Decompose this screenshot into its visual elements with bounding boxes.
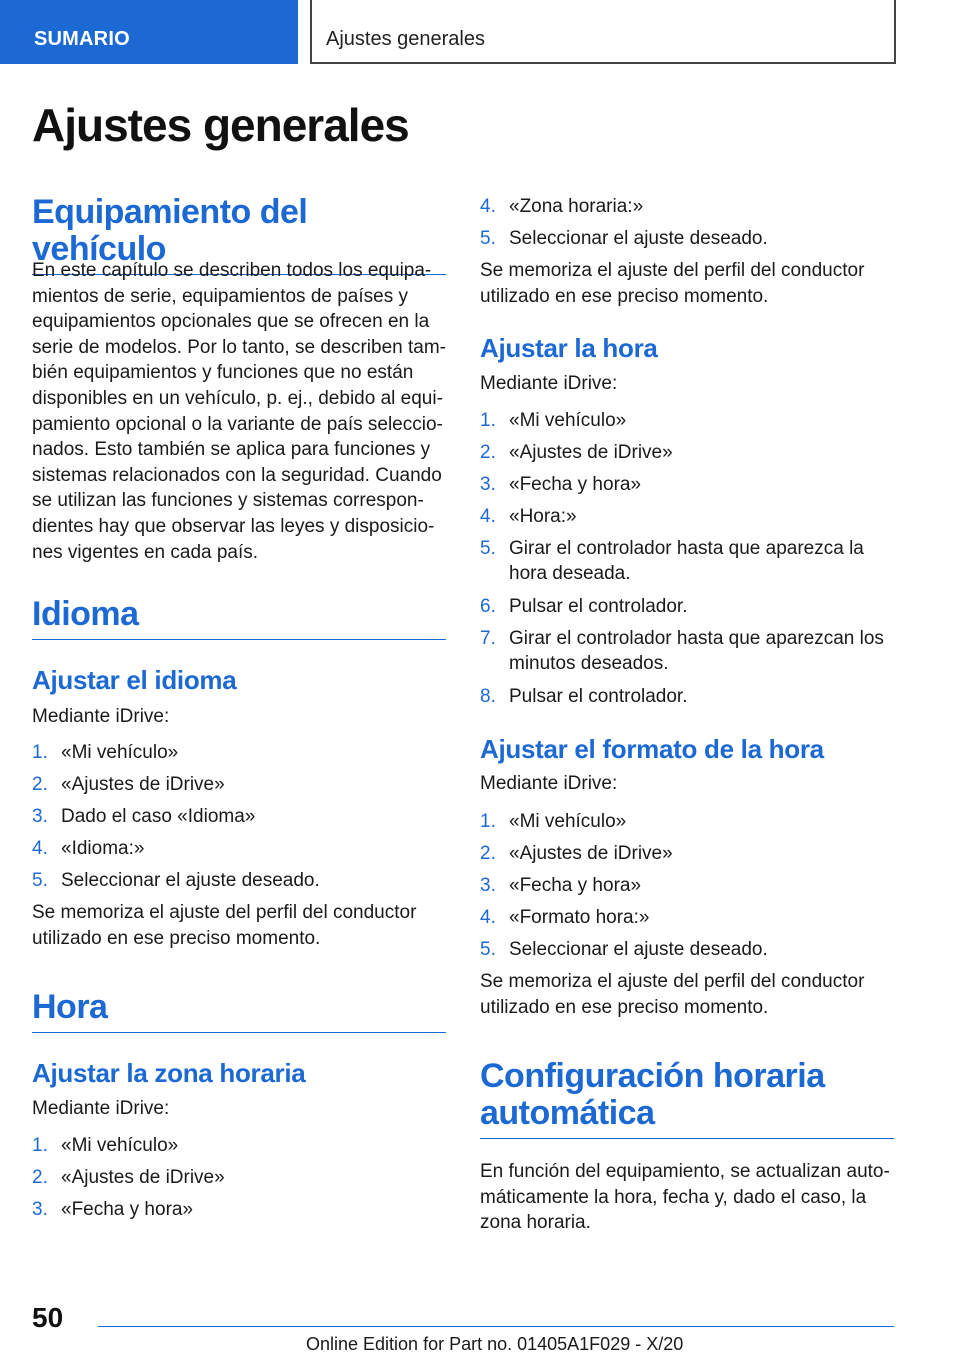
- equipamiento-paragraph: [32, 258, 446, 565]
- step-text: [509, 536, 894, 586]
- step-text: «Formato hora:»: [509, 907, 650, 928]
- paragraph-line: En función del equipamiento, se actualizan auto-: [480, 1161, 890, 1182]
- paragraph-line: Se memoriza el ajuste del perfil del conductor: [480, 260, 865, 281]
- paragraph-line: nes vigentes en cada país.: [32, 541, 259, 563]
- paragraph-line: máticamente la hora, fecha y, dado el caso, la: [480, 1186, 867, 1208]
- step-text: «Fecha y hora»: [509, 474, 642, 495]
- automatica-paragraph: [480, 1159, 894, 1236]
- step-text: «Idioma:»: [61, 838, 145, 859]
- footer-divider: [98, 1326, 894, 1327]
- step-number: 3.: [32, 806, 48, 827]
- subsection-title-ajustar-hora: Ajustar la hora: [480, 333, 658, 363]
- section-title-idioma: Idioma: [32, 596, 446, 640]
- step-number: 1.: [480, 811, 496, 832]
- footer-edition-text: Online Edition for Part no. 01405A1F029 - X/20: [306, 1334, 684, 1354]
- top-bar: [0, 0, 960, 66]
- current-section-tab[interactable]: Ajustes generales: [310, 0, 896, 64]
- step-number: 2.: [480, 843, 496, 864]
- step-number: 2.: [32, 1167, 48, 1188]
- step-number: 3.: [32, 1199, 48, 1220]
- title-line: Configuración horaria: [480, 1057, 825, 1095]
- step-text: «Hora:»: [509, 506, 577, 527]
- step-text: «Fecha y hora»: [509, 875, 642, 896]
- step-text-line: minutos deseados.: [509, 653, 669, 674]
- step-text: Seleccionar el ajuste deseado.: [509, 939, 768, 960]
- step-text: [509, 626, 894, 676]
- paragraph-line: utilizado en ese preciso momento.: [480, 285, 769, 307]
- step-number: 1.: [480, 410, 496, 431]
- paragraph-line: utilizado en ese preciso momento.: [32, 927, 321, 949]
- paragraph-line: nados. Esto también se aplica para funciones y: [32, 439, 431, 461]
- step-text: «Ajustes de iDrive»: [61, 774, 225, 795]
- formato-intro: Mediante iDrive:: [480, 773, 618, 794]
- step-text: Dado el caso «Idioma»: [61, 806, 256, 827]
- paragraph-line: bién equipamientos y funciones que no están: [32, 362, 414, 384]
- step-text: «Mi vehículo»: [61, 742, 179, 763]
- subsection-title-zona-horaria: Ajustar la zona horaria: [32, 1058, 306, 1088]
- step-number: 6.: [480, 596, 496, 617]
- subsection-title-ajustar-idioma: Ajustar el idioma: [32, 665, 237, 695]
- step-text: «Mi vehículo»: [509, 811, 627, 832]
- step-number: 2.: [32, 774, 48, 795]
- step-number: 5.: [480, 538, 496, 559]
- page-number: 50: [32, 1302, 64, 1333]
- paragraph-line: Se memoriza el ajuste del perfil del conductor: [480, 971, 865, 992]
- paragraph-line: mientos de serie, equipamientos de países y: [32, 285, 408, 307]
- step-text-line: Girar el controlador hasta que aparezca la: [509, 538, 864, 559]
- step-text: «Zona horaria:»: [509, 196, 644, 217]
- paragraph-line: se utilizan las funciones y sistemas correspon-: [32, 490, 424, 512]
- step-text: «Ajustes de iDrive»: [509, 442, 673, 463]
- ajustar-hora-intro: Mediante iDrive:: [480, 373, 618, 394]
- step-number: 3.: [480, 474, 496, 495]
- step-text: «Mi vehículo»: [509, 410, 627, 431]
- sumario-tab[interactable]: SUMARIO: [0, 0, 298, 64]
- step-number: 3.: [480, 875, 496, 896]
- page-title: Ajustes generales: [32, 99, 409, 151]
- step-number: 7.: [480, 628, 496, 649]
- step-text: Seleccionar el ajuste deseado.: [509, 228, 768, 249]
- step-text: «Fecha y hora»: [61, 1199, 194, 1220]
- step-number: 1.: [32, 1135, 48, 1156]
- zona-note: [480, 258, 894, 309]
- step-number: 1.: [32, 742, 48, 763]
- section-title-hora: Hora: [32, 989, 446, 1033]
- idioma-intro: Mediante iDrive:: [32, 706, 170, 727]
- step-number: 4.: [480, 907, 496, 928]
- step-text: Seleccionar el ajuste deseado.: [61, 870, 320, 891]
- paragraph-line: serie de modelos. Por lo tanto, se describen tam-: [32, 336, 446, 358]
- paragraph-line: pamiento opcional o la variante de país seleccio-: [32, 413, 443, 435]
- step-number: 5.: [32, 870, 48, 891]
- paragraph-line: equipamientos opcionales que se ofrecen en la: [32, 311, 430, 333]
- section-title-equipamiento: Equipamiento del vehículo: [32, 194, 446, 275]
- subsection-title-formato-hora: Ajustar el formato de la hora: [480, 734, 824, 764]
- paragraph-line: Se memoriza el ajuste del perfil del conductor: [32, 902, 417, 923]
- step-number: 2.: [480, 442, 496, 463]
- step-number: 8.: [480, 686, 496, 707]
- step-text-line: hora deseada.: [509, 563, 631, 584]
- title-line: automática: [480, 1094, 655, 1132]
- step-text: «Ajustes de iDrive»: [509, 843, 673, 864]
- step-number: 5.: [480, 228, 496, 249]
- step-number: 4.: [32, 838, 48, 859]
- step-text: «Mi vehículo»: [61, 1135, 179, 1156]
- formato-note: [480, 969, 894, 1020]
- idioma-note: [32, 900, 446, 951]
- paragraph-line: disponibles en un vehículo, p. ej., debido al equi-: [32, 387, 443, 409]
- zona-intro: Mediante iDrive:: [32, 1098, 170, 1119]
- step-number: 4.: [480, 506, 496, 527]
- paragraph-line: zona horaria.: [480, 1212, 591, 1234]
- paragraph-line: utilizado en ese preciso momento.: [480, 996, 769, 1018]
- step-text: Pulsar el controlador.: [509, 686, 688, 707]
- step-text-line: Girar el controlador hasta que aparezcan los: [509, 628, 884, 649]
- step-text: «Ajustes de iDrive»: [61, 1167, 225, 1188]
- step-text: Pulsar el controlador.: [509, 596, 688, 617]
- step-number: 4.: [480, 196, 496, 217]
- paragraph-line: En este capítulo se describen todos los equipa-: [32, 260, 432, 281]
- step-number: 5.: [480, 939, 496, 960]
- section-title-configuracion-automatica: [480, 1058, 894, 1139]
- paragraph-line: sistemas relacionados con la seguridad. Cuando: [32, 464, 442, 486]
- paragraph-line: dientes hay que observar las leyes y disposicio-: [32, 515, 435, 537]
